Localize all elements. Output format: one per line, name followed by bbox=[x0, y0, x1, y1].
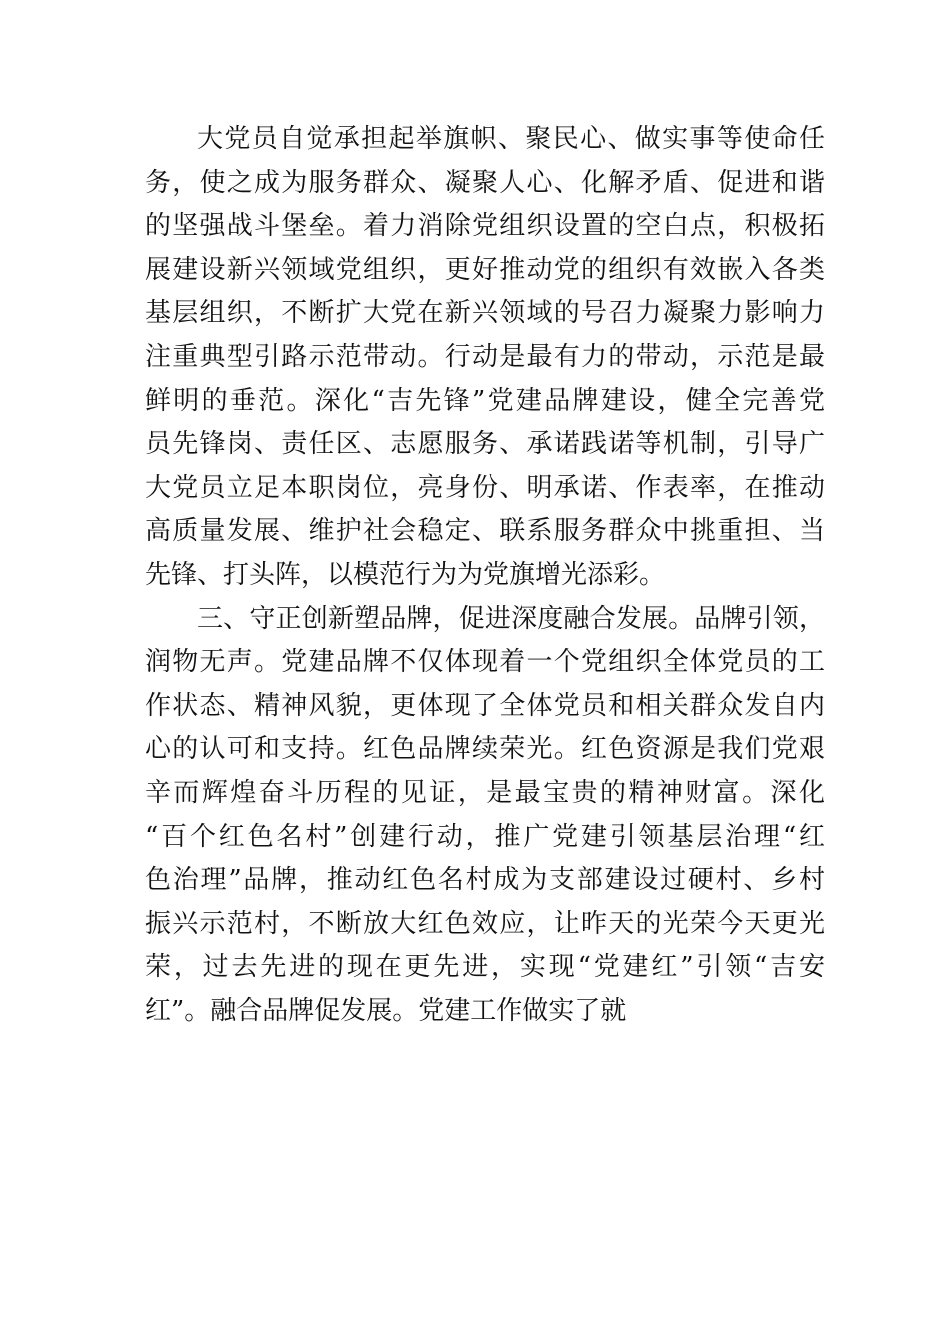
text-line: 三、守正创新塑品牌，促进深度融合发展。品牌引领， bbox=[197, 603, 825, 634]
text-line: 润物无声。党建品牌不仅体现着一个党组织全体党员的工 bbox=[145, 647, 825, 678]
text-line: “百个红色名村”创建行动，推广党建引领基层治理“红 bbox=[145, 821, 825, 852]
text-line: 基层组织，不断扩大党在新兴领域的号召力凝聚力影响力 bbox=[145, 298, 825, 329]
text-line: 色治理”品牌，推动红色名村成为支部建设过硬村、乡村 bbox=[145, 865, 825, 896]
text-line: 红”。融合品牌促发展。党建工作做实了就 bbox=[145, 995, 627, 1026]
text-line: 心的认可和支持。红色品牌续荣光。红色资源是我们党艰 bbox=[145, 734, 825, 765]
text-line: 先锋、打头阵，以模范行为为党旗增光添彩。 bbox=[145, 559, 666, 590]
body-text bbox=[145, 118, 825, 1033]
text-line: 展建设新兴领域党组织，更好推动党的组织有效嵌入各类 bbox=[145, 254, 825, 285]
text-line: 鲜明的垂范。深化“吉先锋”党建品牌建设，健全完善党 bbox=[145, 385, 825, 416]
text-line: 荣，过去先进的现在更先进，实现“党建红”引领“吉安 bbox=[145, 952, 825, 983]
text-line: 大党员立足本职岗位，亮身份、明承诺、作表率，在推动 bbox=[145, 472, 825, 503]
text-line: 作状态、精神风貌，更体现了全体党员和相关群众发自内 bbox=[145, 690, 825, 721]
text-line: 的坚强战斗堡垒。着力消除党组织设置的空白点，积极拓 bbox=[145, 211, 825, 242]
text-line: 员先锋岗、责任区、志愿服务、承诺践诺等机制，引导广 bbox=[145, 429, 825, 460]
text-line: 高质量发展、维护社会稳定、联系服务群众中挑重担、当 bbox=[145, 516, 825, 547]
text-line: 注重典型引路示范带动。行动是最有力的带动，示范是最 bbox=[145, 341, 825, 372]
text-line: 务，使之成为服务群众、凝聚人心、化解矛盾、促进和谐 bbox=[145, 167, 825, 198]
text-line: 辛而辉煌奋斗历程的见证，是最宝贵的精神财富。深化 bbox=[145, 777, 825, 808]
text-line: 振兴示范村，不断放大红色效应，让昨天的光荣今天更光 bbox=[145, 908, 825, 939]
text-line: 大党员自觉承担起举旗帜、聚民心、做实事等使命任 bbox=[197, 124, 825, 154]
